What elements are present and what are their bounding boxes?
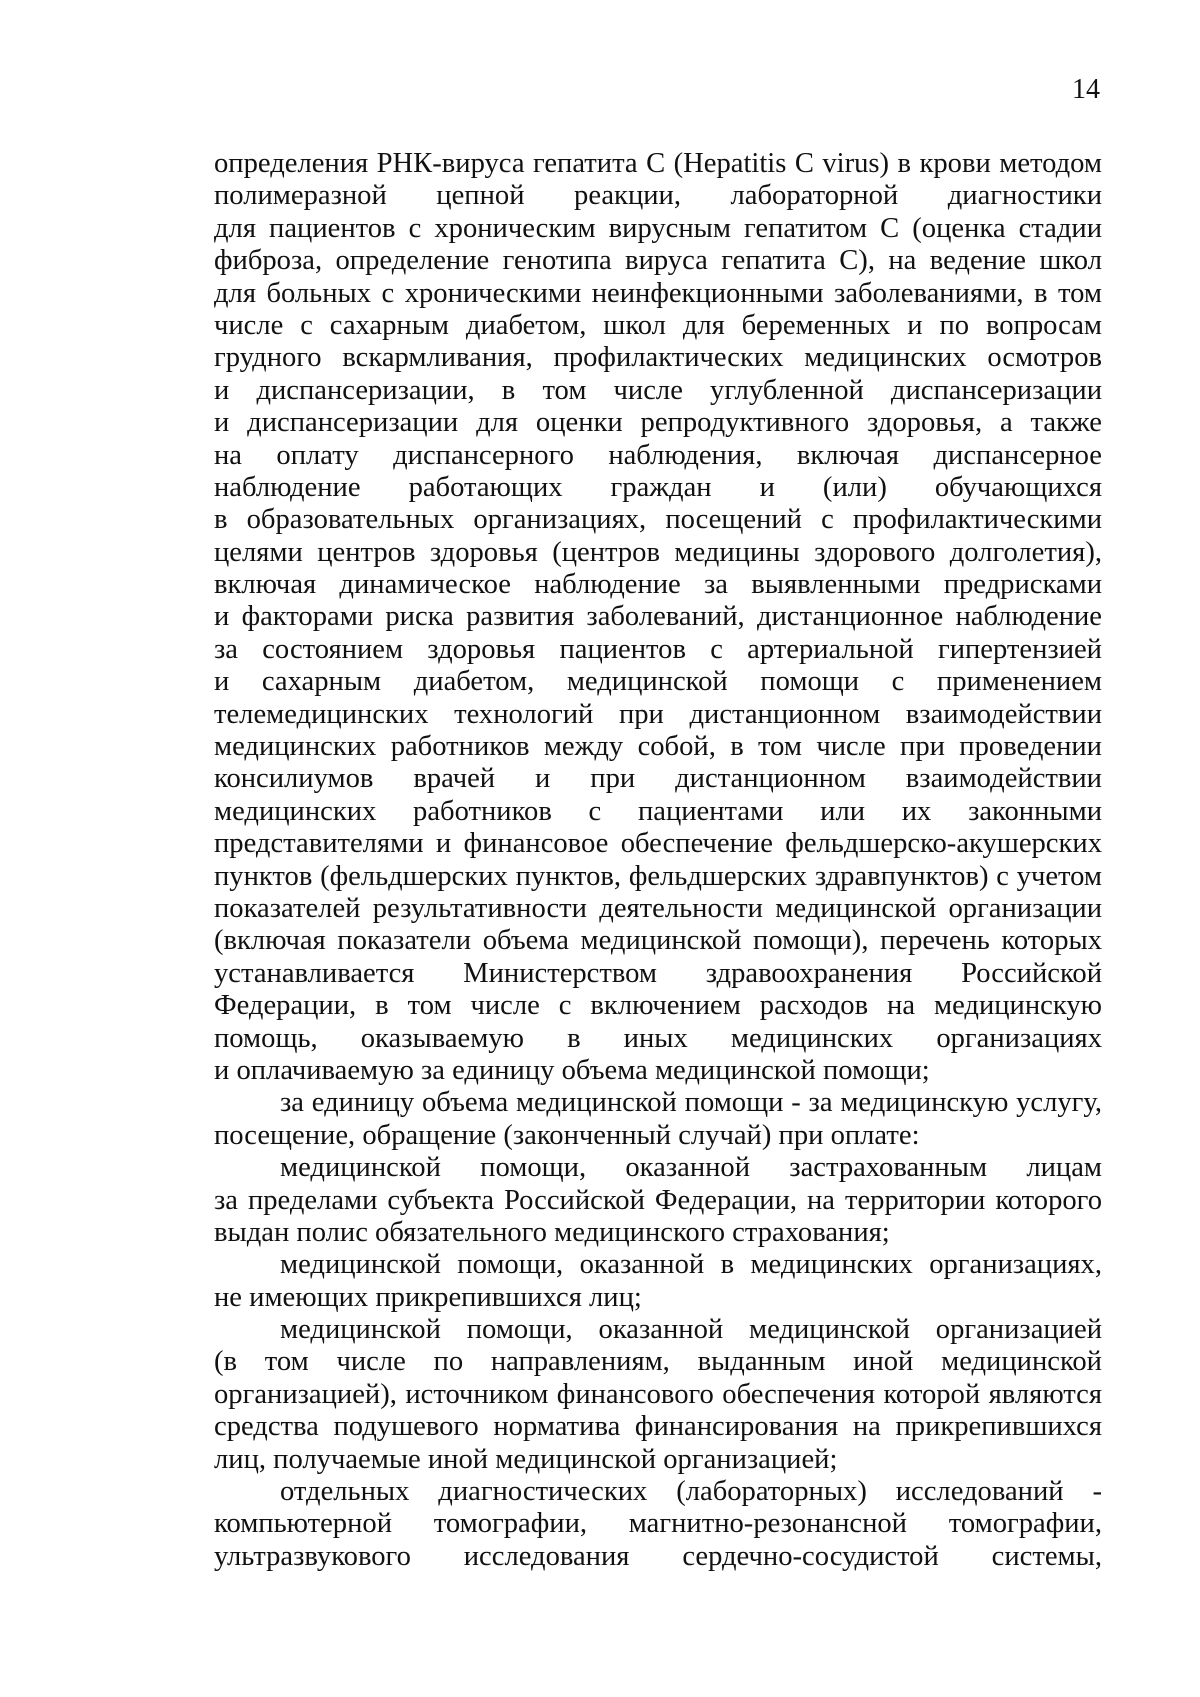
text-line: медицинской помощи, оказанной в медицинских организациях, <box>280 1249 1102 1281</box>
text-line: медицинской помощи, оказанной медицинской организацией <box>280 1314 1102 1346</box>
body-text <box>214 148 1102 1573</box>
text-line: и диспансеризации для оценки репродуктивного здоровья, а также <box>214 407 1102 439</box>
text-line: и сахарным диабетом, медицинской помощи с применением <box>214 666 1102 698</box>
text-line: пунктов (фельдшерских пунктов, фельдшерских здравпунктов) с учетом <box>214 860 1102 892</box>
text-line: медицинских работников с пациентами или их законными <box>214 795 1102 827</box>
text-line: грудного вскармливания, профилактических медицинских осмотров <box>214 342 1102 374</box>
text-line: и факторами риска развития заболеваний, дистанционное наблюдение <box>214 601 1102 633</box>
page-number: 14 <box>1072 74 1100 105</box>
text-line: определения РНК-вируса гепатита С (Hepatitis C virus) в крови методом <box>214 148 1102 179</box>
text-line: за состоянием здоровья пациентов с артериальной гипертензией <box>214 633 1102 665</box>
text-line: для больных с хроническими неинфекционными заболеваниями, в том <box>214 277 1102 309</box>
text-line: (включая показатели объема медицинской помощи), перечень которых <box>214 925 1102 957</box>
text-line: фиброза, определение генотипа вируса гепатита С), на ведение школ <box>214 245 1102 277</box>
text-line: устанавливается Министерством здравоохранения Российской <box>214 957 1102 989</box>
text-line: и диспансеризации, в том числе углубленной диспансеризации <box>214 374 1102 406</box>
text-line: представителями и финансовое обеспечение фельдшерско-акушерских <box>214 828 1102 860</box>
text-line: числе с сахарным диабетом, школ для беременных и по вопросам <box>214 309 1102 341</box>
text-line: в образовательных организациях, посещений с профилактическими <box>214 504 1102 536</box>
text-line: медицинских работников между собой, в том числе при проведении <box>214 731 1102 763</box>
text-line: посещение, обращение (законченный случай) при оплате: <box>214 1119 920 1151</box>
text-line: помощь, оказываемую в иных медицинских организациях <box>214 1022 1102 1054</box>
text-line: на оплату диспансерного наблюдения, включая диспансерное <box>214 439 1102 471</box>
text-line: полимеразной цепной реакции, лабораторной диагностики <box>214 180 1102 212</box>
text-line: выдан полис обязательного медицинского страхования; <box>214 1216 890 1248</box>
text-line: медицинской помощи, оказанной застрахованным лицам <box>280 1152 1102 1184</box>
text-line: лиц, получаемые иной медицинской организацией; <box>214 1443 838 1475</box>
text-line: организацией), источником финансового обеспечения которой являются <box>214 1378 1102 1410</box>
text-line: целями центров здоровья (центров медицины здорового долголетия), <box>214 536 1102 568</box>
text-line: и оплачиваемую за единицу объема медицинской помощи; <box>214 1054 930 1086</box>
text-line: не имеющих прикрепившихся лиц; <box>214 1281 642 1313</box>
text-line: Федерации, в том числе с включением расходов на медицинскую <box>214 990 1102 1022</box>
text-line: отдельных диагностических (лабораторных) исследований - <box>280 1476 1102 1508</box>
text-line: для пациентов с хроническим вирусным гепатитом С (оценка стадии <box>214 212 1102 244</box>
text-line: компьютерной томографии, магнитно-резонансной томографии, <box>214 1508 1102 1540</box>
text-line: показателей результативности деятельности медицинской организации <box>214 892 1102 924</box>
text-line: консилиумов врачей и при дистанционном взаимодействии <box>214 763 1102 795</box>
text-line: ультразвукового исследования сердечно-сосудистой системы, <box>214 1540 1102 1572</box>
text-line: телемедицинских технологий при дистанционном взаимодействии <box>214 698 1102 730</box>
text-line: за единицу объема медицинской помощи - за медицинскую услугу, <box>280 1087 1102 1119</box>
text-line: (в том числе по направлениям, выданным иной медицинской <box>214 1346 1102 1378</box>
text-line: средства подушевого норматива финансирования на прикрепившихся <box>214 1411 1102 1443</box>
text-line: за пределами субъекта Российской Федерации, на территории которого <box>214 1184 1102 1216</box>
text-line: наблюдение работающих граждан и (или) обучающихся <box>214 471 1102 503</box>
text-line: включая динамическое наблюдение за выявленными предрисками <box>214 569 1102 601</box>
